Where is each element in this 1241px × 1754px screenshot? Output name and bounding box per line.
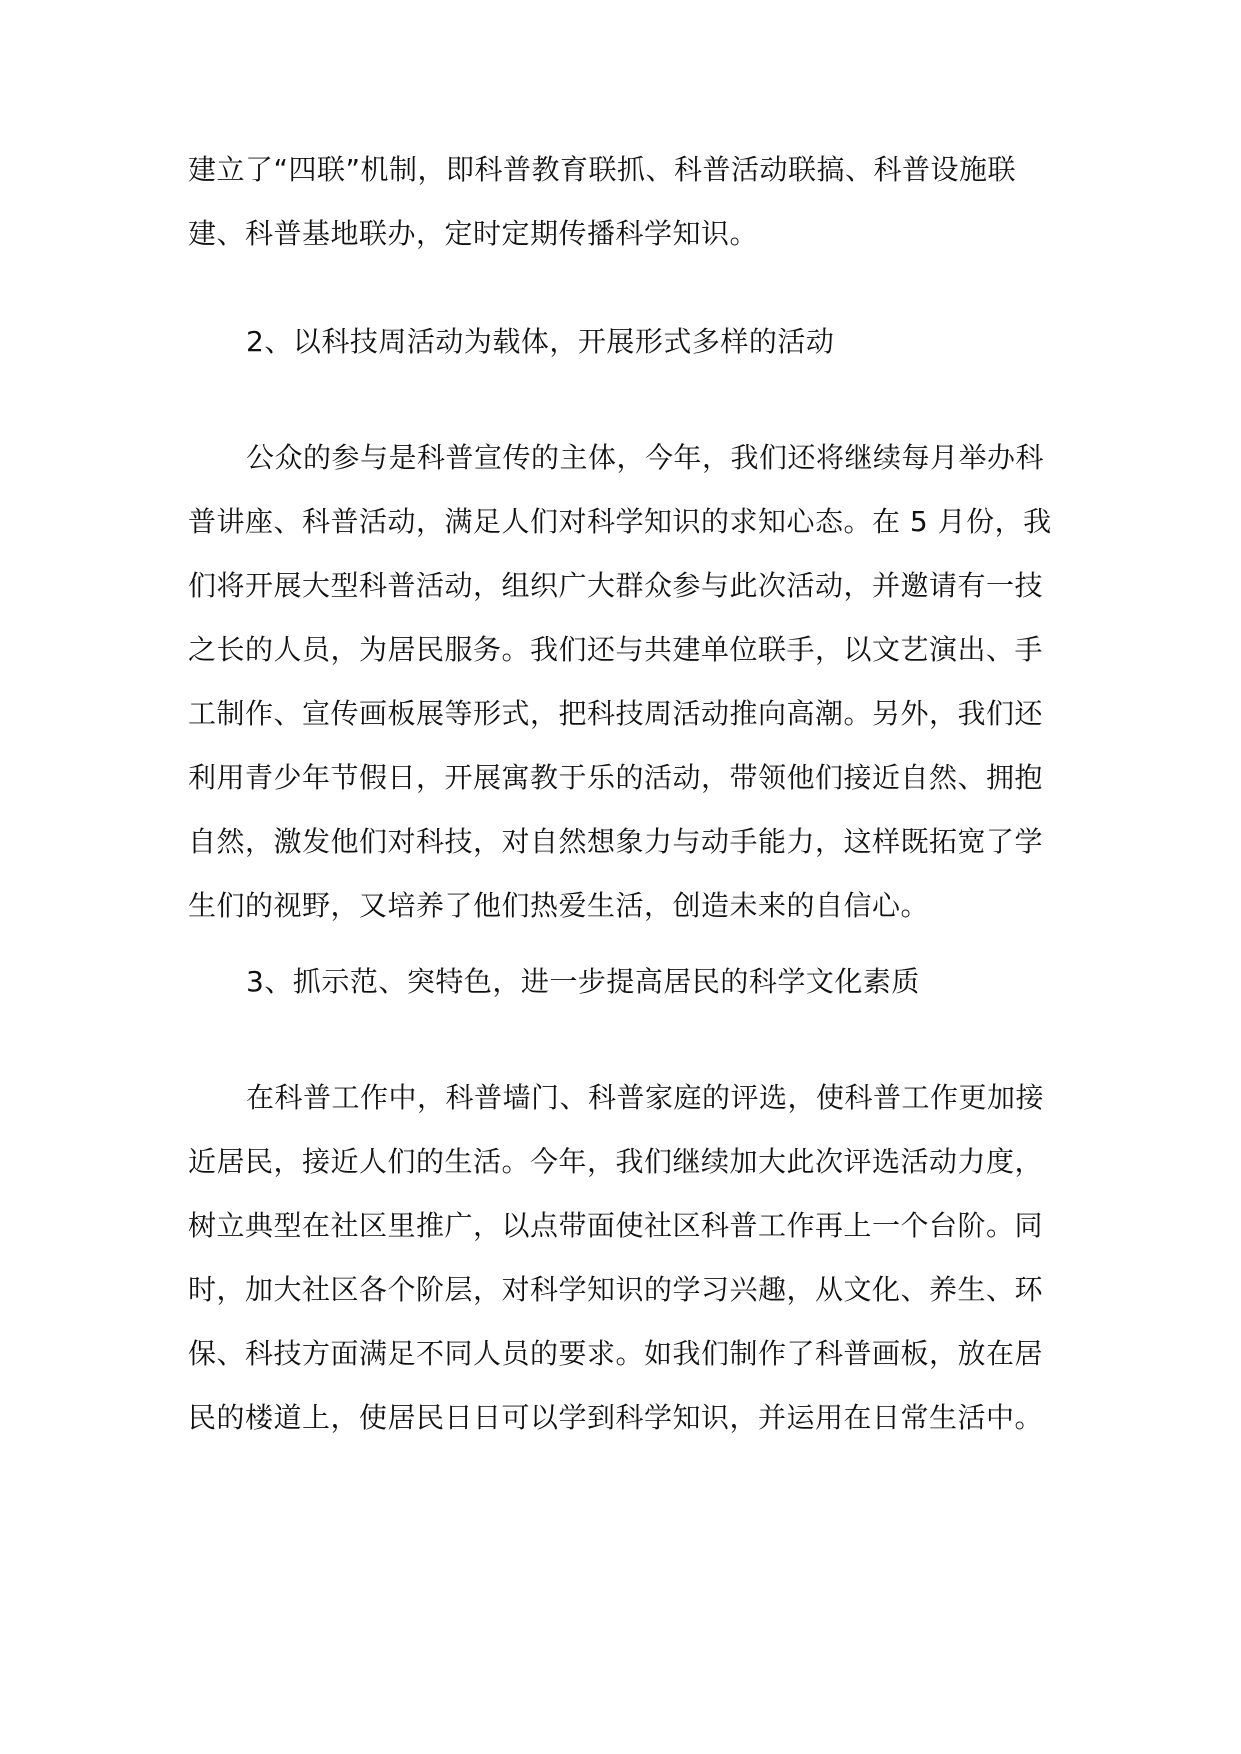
paragraph-line: 利用青少年节假日，开展寓教于乐的活动，带领他们接近自然、拥抱 <box>188 761 1044 794</box>
paragraph-line: 生们的视野，又培养了他们热爱生活，创造未来的自信心。 <box>188 889 930 922</box>
paragraph-line: 普讲座、科普活动，满足人们对科学知识的求知心态。在 5 月份，我 <box>188 505 1052 538</box>
paragraph-line: 民的楼道上，使居民日日可以学到科学知识，并运用在日常生活中。 <box>188 1401 1044 1434</box>
section-heading-2 <box>188 310 1068 374</box>
heading-text: 3、抓示范、突特色，进一步提高居民的科学文化素质 <box>246 965 920 998</box>
paragraph-line: 建立了“四联”机制，即科普教育联抓、科普活动联搞、科普设施联 <box>188 153 1017 186</box>
paragraph-3 <box>188 1066 1068 1450</box>
paragraph-line: 们将开展大型科普活动，组织广大群众参与此次活动，并邀请有一技 <box>188 569 1044 602</box>
paragraph-line: 建、科普基地联办，定时定期传播科学知识。 <box>188 217 759 250</box>
paragraph-line: 公众的参与是科普宣传的主体，今年，我们还将继续每月举办科 <box>246 441 1045 474</box>
paragraph-line: 保、科技方面满足不同人员的要求。如我们制作了科普画板，放在居 <box>188 1337 1044 1370</box>
paragraph-line: 工制作、宣传画板展等形式，把科技周活动推向高潮。另外，我们还 <box>188 697 1044 730</box>
paragraph-line: 在科普工作中，科普墙门、科普家庭的评选，使科普工作更加接 <box>246 1081 1045 1114</box>
paragraph-1 <box>188 138 1068 266</box>
paragraph-line: 树立典型在社区里推广，以点带面使社区科普工作再上一个台阶。同 <box>188 1209 1044 1242</box>
paragraph-line: 近居民，接近人们的生活。今年，我们继续加大此次评选活动力度， <box>188 1145 1044 1178</box>
paragraph-2 <box>188 426 1068 938</box>
paragraph-line: 时，加大社区各个阶层，对科学知识的学习兴趣，从文化、养生、环 <box>188 1273 1044 1306</box>
heading-text: 2、以科技周活动为载体，开展形式多样的活动 <box>246 325 835 358</box>
section-heading-3 <box>188 950 1068 1014</box>
paragraph-line: 自然，激发他们对科技，对自然想象力与动手能力，这样既拓宽了学 <box>188 825 1044 858</box>
paragraph-line: 之长的人员，为居民服务。我们还与共建单位联手，以文艺演出、手 <box>188 633 1044 666</box>
